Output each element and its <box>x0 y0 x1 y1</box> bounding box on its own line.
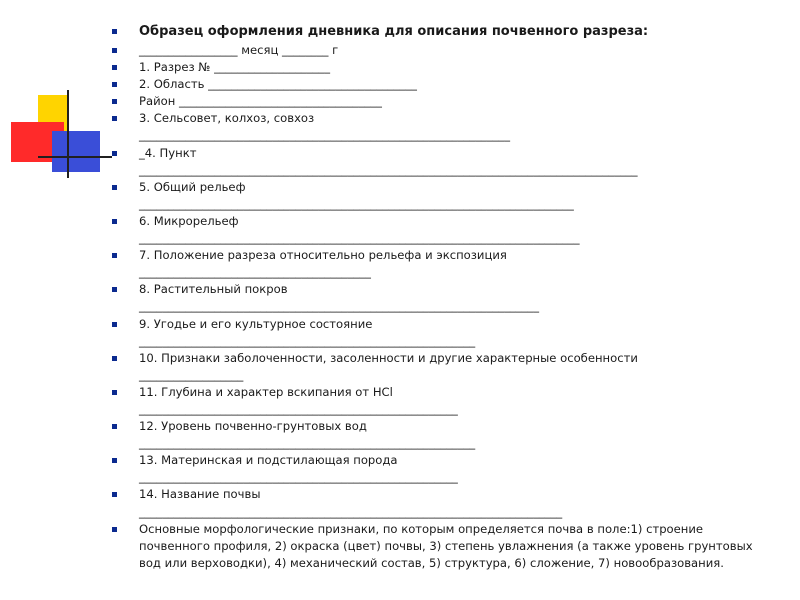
list-item <box>112 59 772 76</box>
item-text: 7. Положение разреза относительно рельефа и экспозиция <box>139 248 507 263</box>
bullet-icon <box>112 82 117 87</box>
list-item <box>112 247 772 281</box>
item-text: 6. Микрорельеф <box>139 213 239 228</box>
bullet-icon <box>112 29 117 34</box>
answer-blank-line: ___________________________________________________________________________ <box>139 196 574 211</box>
bullet-icon <box>112 492 117 497</box>
item-text: _________________ месяц ________ г <box>139 43 339 57</box>
list-item <box>112 281 772 315</box>
answer-blank-line: _______________________________________________________ <box>139 470 458 485</box>
answer-blank-line: ______________________________________________________________________________________ <box>139 162 638 177</box>
summary-item <box>112 521 772 572</box>
slide-content <box>112 22 772 572</box>
bullet-icon <box>112 527 117 532</box>
list-item <box>112 486 772 520</box>
item-text: 5. Общий рельеф <box>139 179 246 194</box>
item-text: 13. Материнская и подстилающая порода <box>139 453 398 468</box>
item-text: 14. Название почвы <box>139 487 261 502</box>
list-item <box>112 76 772 93</box>
list-item <box>112 42 772 59</box>
bullet-icon <box>112 219 117 224</box>
bullet-icon <box>112 322 117 327</box>
decorative-squares <box>0 0 120 200</box>
item-text: Район ___________________________________ <box>139 94 382 109</box>
answer-blank-line: ________________________________________________________________ <box>139 128 510 143</box>
item-text: 3. Сельсовет, колхоз, совхоз <box>139 111 315 126</box>
item-text: 11. Глубина и характер вскипания от HCl <box>139 384 393 399</box>
page-title <box>112 22 772 41</box>
list-item <box>112 93 772 110</box>
list-item <box>112 145 772 179</box>
list-item <box>112 316 772 350</box>
summary-text: Основные морфологические признаки, по которым определяется почва в поле:1) строение почвенного профиля, 2) окраска (цвет) почвы, 3) степень увлажнения (а также уровень грунтовых вод или верховодки), 4) механический состав, 5) структура, 6) сложение, 7) новообразования. <box>139 521 753 570</box>
bullet-icon <box>112 65 117 70</box>
item-text: 10. Признаки заболоченности, засоленности и другие характерные особенности <box>139 350 638 365</box>
list-item <box>112 418 772 452</box>
title-text: Образец оформления дневника для описания почвенного разреза: <box>139 24 649 39</box>
bullet-icon <box>112 356 117 361</box>
answer-blank-line: __________________________________________________________ <box>139 436 476 451</box>
bullet-icon <box>112 185 117 190</box>
list-item <box>112 110 772 144</box>
bullet-icon <box>112 458 117 463</box>
items-list <box>112 22 772 572</box>
item-text: _4. Пункт <box>139 145 197 160</box>
answer-blank-line: _______________________________________________________ <box>139 401 458 416</box>
bullet-icon <box>112 151 117 156</box>
answer-blank-line: __________________________________________________________ <box>139 333 476 348</box>
answer-blank-line: ____________________________________________________________________________ <box>139 231 580 246</box>
bullet-icon <box>112 390 117 395</box>
item-text: 12. Уровень почвенно-грунтовых вод <box>139 419 367 434</box>
list-item <box>112 179 772 213</box>
bullet-icon <box>112 253 117 258</box>
answer-blank-line: __________________ <box>139 367 244 382</box>
list-item <box>112 384 772 418</box>
item-text: 2. Область ____________________________________ <box>139 77 417 92</box>
bullet-icon <box>112 287 117 292</box>
deco-blue-square <box>52 131 100 172</box>
bullet-icon <box>112 116 117 121</box>
answer-blank-line: _____________________________________________________________________ <box>139 299 539 314</box>
bullet-icon <box>112 48 117 53</box>
item-text: 1. Разрез № ____________________ <box>139 60 331 75</box>
list-item <box>112 452 772 486</box>
list-item <box>112 350 772 384</box>
answer-blank-line: _________________________________________________________________________ <box>139 504 563 519</box>
item-text: 9. Угодье и его культурное состояние <box>139 316 373 331</box>
bullet-icon <box>112 99 117 104</box>
list-item <box>112 213 772 247</box>
answer-blank-line: ________________________________________ <box>139 265 371 280</box>
item-text: 8. Растительный покров <box>139 282 288 297</box>
bullet-icon <box>112 424 117 429</box>
